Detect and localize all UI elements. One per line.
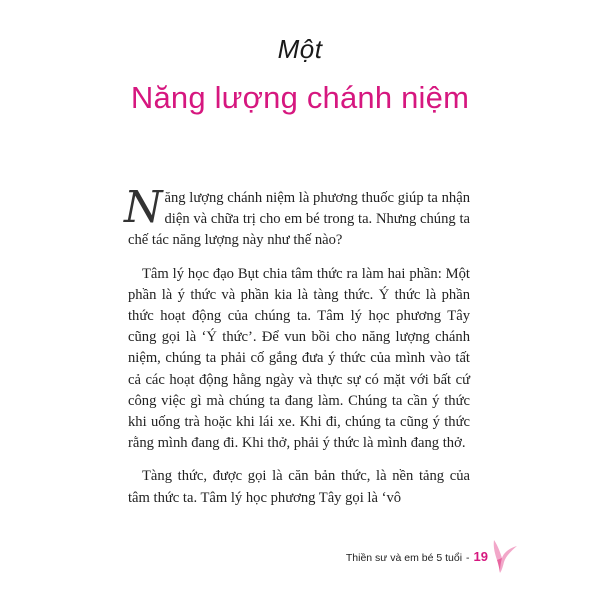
page-footer	[346, 549, 488, 564]
chapter-title: Năng lượng chánh niệm	[130, 80, 470, 115]
paragraph-3: Tàng thức, được gọi là căn bản thức, là nền tảng của tâm thức ta. Tâm lý học phương Tây gọi là ‘vô	[128, 468, 470, 506]
chapter-body	[124, 182, 470, 521]
page-number: 19	[473, 549, 488, 564]
swallow-icon	[486, 536, 520, 574]
paragraph-2: Tâm lý học đạo Bụt chia tâm thức ra làm hai phần: Một phần là ý thức và phần kia là tàng thức. Ý thức là phần thức hoạt động của chúng ta. Tâm lý học phương Tây cũng gọi là ‘Ý thức’. Để vun bồi cho năng lượng chánh niệm, chúng ta phải cố gắng đưa ý thức của mình vào tất cả các hoạt động hằng ngày và thực sự có mặt với bất cứ công việc gì mà chúng ta đang làm. Chúng ta cần ý thức khi uống trà hoặc khi lái xe. Khi đi, chúng ta cũng ý thức rằng mình đang đi. Khi thở, phải ý thức là mình đang thở.	[128, 265, 470, 452]
chapter-number: Một	[277, 34, 323, 64]
footer-book-title: Thiền sư và em bé 5 tuổi	[345, 552, 463, 564]
drop-cap: N	[124, 182, 163, 233]
footer-separator: -	[466, 552, 470, 564]
paragraph-1	[124, 182, 470, 252]
paragraph-1-text: ăng lượng chánh niệm là phương thuốc giúp ta nhận diện và chữa trị cho em bé trong ta. Nhưng chúng ta chế tác năng lượng này như thế nào?	[128, 190, 470, 249]
